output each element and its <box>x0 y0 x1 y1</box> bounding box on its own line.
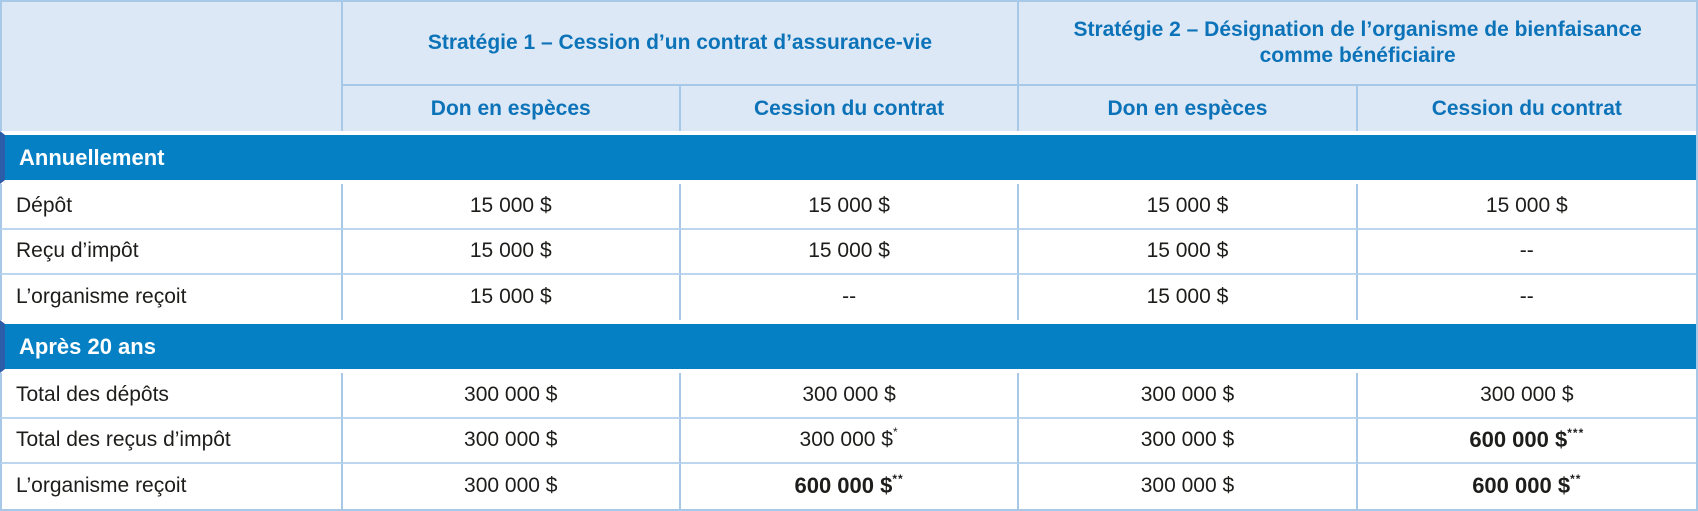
table-row-total-recus-impot <box>0 419 1696 464</box>
cell-value: 15 000 $ <box>343 275 681 320</box>
footnote-marker: *** <box>1567 425 1585 440</box>
cell-value: 300 000 $ <box>1019 464 1357 509</box>
strategy-1-header: Stratégie 1 – Cession d’un contrat d’assurance-vie <box>343 2 1020 86</box>
cell-value: 15 000 $ <box>1019 275 1357 320</box>
cell-value: 300 000 $ <box>681 373 1019 418</box>
cell-value: 15 000 $ <box>343 184 681 229</box>
cell-value: 300 000 $ <box>343 373 681 418</box>
cell-value: 600 000 $** <box>1358 464 1696 509</box>
footnote-marker: ** <box>892 472 904 487</box>
footnote-marker: ** <box>1570 472 1582 487</box>
table-row-depot <box>0 184 1696 229</box>
row-label: Reçu d’impôt <box>0 230 343 275</box>
cell-value: 15 000 $ <box>1019 230 1357 275</box>
column-header-cession-contrat-2: Cession du contrat <box>1358 86 1696 131</box>
column-header-cession-contrat-1: Cession du contrat <box>681 86 1019 131</box>
strategy-comparison-table <box>0 2 1696 509</box>
cell-value: 300 000 $ <box>343 464 681 509</box>
strategy-2-header: Stratégie 2 – Désignation de l’organisme de bienfaisance comme bénéficiaire <box>1019 2 1696 86</box>
cell-value: 300 000 $* <box>681 419 1019 464</box>
cell-value: -- <box>681 275 1019 320</box>
section-annuellement <box>0 131 1696 184</box>
table-row-total-depots <box>0 373 1696 418</box>
column-header-don-especes-2: Don en espèces <box>1019 86 1357 131</box>
table-row-organisme-recoit-annuel <box>0 275 1696 320</box>
row-label: L’organisme reçoit <box>0 275 343 320</box>
cell-value: 300 000 $ <box>343 419 681 464</box>
cell-value: 300 000 $ <box>1019 373 1357 418</box>
section-title: Annuellement <box>0 131 1696 184</box>
cell-value: 600 000 $*** <box>1358 419 1696 464</box>
section-apres-20-ans <box>0 320 1696 373</box>
table-row-recu-impot <box>0 230 1696 275</box>
corner-cell <box>0 2 343 131</box>
table-row-organisme-recoit-20ans <box>0 464 1696 509</box>
cell-value: 15 000 $ <box>681 184 1019 229</box>
footnote-marker: * <box>892 425 899 440</box>
cell-value: 15 000 $ <box>1019 184 1357 229</box>
cell-value: -- <box>1358 275 1696 320</box>
cell-value: 15 000 $ <box>681 230 1019 275</box>
row-label: Total des reçus d’impôt <box>0 419 343 464</box>
cell-value: 15 000 $ <box>343 230 681 275</box>
strategy-header-row <box>0 2 1696 86</box>
cell-value: 300 000 $ <box>1019 419 1357 464</box>
cell-value: 300 000 $ <box>1358 373 1696 418</box>
section-title: Après 20 ans <box>0 320 1696 373</box>
cell-value: -- <box>1358 230 1696 275</box>
row-label: L’organisme reçoit <box>0 464 343 509</box>
column-header-don-especes-1: Don en espèces <box>343 86 681 131</box>
row-label: Dépôt <box>0 184 343 229</box>
cell-value: 600 000 $** <box>681 464 1019 509</box>
row-label: Total des dépôts <box>0 373 343 418</box>
cell-value: 15 000 $ <box>1358 184 1696 229</box>
